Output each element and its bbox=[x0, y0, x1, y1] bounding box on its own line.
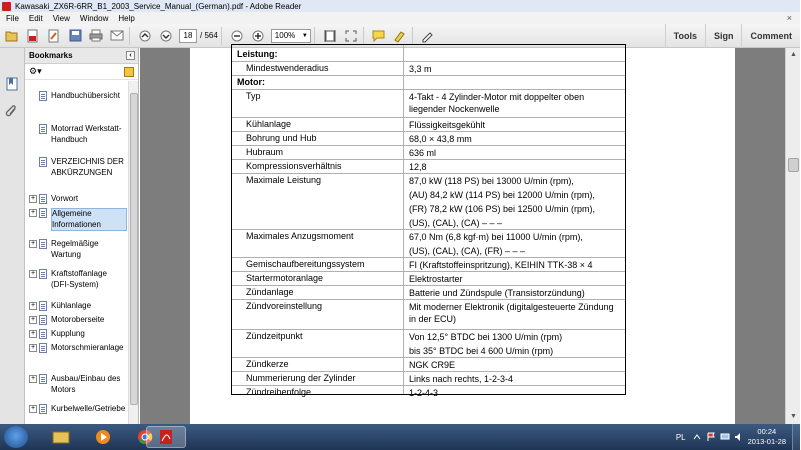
document-scrollbar[interactable] bbox=[785, 48, 800, 424]
close-document-icon[interactable]: × bbox=[786, 13, 792, 23]
collapse-panel-icon[interactable]: ‹ bbox=[126, 51, 135, 60]
bookmark-label: Motorschmieranlage bbox=[51, 343, 124, 352]
bookmark-page-icon bbox=[39, 374, 47, 384]
table-rule bbox=[232, 159, 625, 160]
document-view[interactable] bbox=[140, 48, 785, 424]
bookmark-label: VERZEICHNIS DER ABKÜRZUNGEN bbox=[51, 157, 124, 177]
bookmark-page-icon bbox=[39, 343, 47, 353]
spec-value: Mit moderner Elektronik (digitalgesteuerte Zündung in der ECU) bbox=[409, 302, 614, 324]
open-icon[interactable] bbox=[3, 27, 21, 45]
bookmark-label: Motoroberseite bbox=[51, 315, 105, 324]
table-rule bbox=[232, 145, 625, 146]
scrollbar-thumb[interactable] bbox=[788, 158, 799, 172]
bookmark-label: Allgemeine Informationen bbox=[51, 208, 127, 231]
network-icon[interactable] bbox=[720, 432, 730, 442]
indent-spacer bbox=[29, 91, 37, 102]
bookmark-item[interactable] bbox=[25, 157, 129, 178]
show-desktop-button[interactable] bbox=[792, 424, 800, 450]
menu-window[interactable]: Window bbox=[79, 13, 109, 23]
spec-name: Kompressionsverhältnis bbox=[246, 161, 342, 171]
toolbar-separator bbox=[412, 27, 413, 45]
spec-value: 4-Takt - 4 Zylinder-Motor mit doppelter oben liegender Nockenwelle bbox=[409, 92, 585, 114]
clock[interactable] bbox=[748, 427, 786, 447]
spec-value: 68,0 × 43,8 mm bbox=[409, 134, 472, 144]
volume-icon[interactable] bbox=[734, 432, 744, 442]
sign-pen-icon[interactable] bbox=[419, 27, 437, 45]
expand-plus-icon[interactable]: + bbox=[30, 405, 36, 412]
menu-view[interactable]: View bbox=[52, 13, 70, 23]
bookmark-item[interactable] bbox=[25, 194, 129, 205]
bookmarks-scrollbar[interactable] bbox=[128, 81, 138, 424]
spec-value: (AU) 84,2 kW (114 PS) bei 12000 U/min (rpm), bbox=[409, 190, 595, 200]
spec-value: (US), (CAL), (CA), (FR) – – – bbox=[409, 246, 526, 256]
previous-page-icon[interactable] bbox=[136, 27, 154, 45]
spec-value: 636 ml bbox=[409, 148, 437, 158]
spec-value: Elektrostarter bbox=[409, 274, 463, 284]
bookmark-item[interactable] bbox=[25, 329, 129, 340]
scrollbar-thumb[interactable] bbox=[130, 93, 138, 405]
bookmark-page-icon bbox=[39, 194, 47, 204]
spec-value: Flüssigkeitsgekühlt bbox=[409, 120, 486, 130]
table-rule bbox=[232, 371, 625, 372]
table-rule bbox=[232, 329, 625, 330]
spec-value: 87,0 kW (118 PS) bei 13000 U/min (rpm), bbox=[409, 176, 574, 186]
attachments-panel-icon[interactable] bbox=[4, 104, 20, 120]
table-rule bbox=[232, 229, 625, 230]
spec-name: Startermotoranlage bbox=[246, 273, 324, 283]
table-rule bbox=[232, 117, 625, 118]
clock-time: 00:24 bbox=[757, 427, 777, 436]
create-pdf-icon[interactable] bbox=[24, 27, 42, 45]
bookmark-label: Kühlanlage bbox=[51, 301, 92, 310]
bookmark-item[interactable] bbox=[25, 239, 129, 260]
next-page-icon[interactable] bbox=[157, 27, 175, 45]
zoom-in-icon[interactable] bbox=[249, 27, 267, 45]
table-rule bbox=[232, 75, 625, 76]
bookmark-label: Handbuchübersicht bbox=[51, 91, 120, 100]
zoom-value: 100% bbox=[274, 31, 296, 40]
spec-name: Maximale Leistung bbox=[246, 175, 322, 185]
menu-file[interactable]: File bbox=[6, 13, 19, 23]
expand-plus-icon[interactable]: + bbox=[30, 316, 36, 323]
table-rule bbox=[232, 285, 625, 286]
indent-spacer bbox=[29, 157, 37, 178]
bookmark-page-icon bbox=[39, 404, 47, 414]
bookmark-label: Motorrad Werkstatt-Handbuch bbox=[51, 124, 122, 144]
expand-plus-icon[interactable]: + bbox=[30, 330, 36, 337]
taskbar bbox=[0, 424, 800, 450]
spec-name: Mindestwenderadius bbox=[246, 63, 329, 73]
spec-name: Gemischaufbereitungssystem bbox=[246, 259, 365, 269]
spec-value: NGK CR9E bbox=[409, 360, 456, 370]
print-icon[interactable] bbox=[87, 27, 105, 45]
menu-help[interactable]: Help bbox=[118, 13, 135, 23]
table-rule bbox=[232, 271, 625, 272]
toolbar-separator bbox=[221, 27, 222, 45]
spec-name: Zündkerze bbox=[246, 359, 289, 369]
bookmark-page-icon bbox=[39, 157, 47, 167]
bookmark-page-icon bbox=[39, 124, 47, 134]
full-screen-icon[interactable] bbox=[342, 27, 360, 45]
table-column-divider bbox=[403, 45, 404, 394]
bookmark-page-icon bbox=[39, 239, 47, 249]
tools-button[interactable]: Tools bbox=[665, 24, 705, 48]
scroll-up-icon[interactable]: ▲ bbox=[790, 51, 797, 58]
spec-value: Batterie und Zündspule (Transistorzündung) bbox=[409, 288, 585, 298]
expand-plus-icon[interactable]: + bbox=[30, 375, 36, 382]
bookmark-item[interactable] bbox=[25, 301, 129, 312]
table-rule bbox=[232, 299, 625, 300]
expand-plus-icon[interactable]: + bbox=[30, 302, 36, 309]
menu-bar bbox=[0, 12, 800, 24]
spec-name: Bohrung und Hub bbox=[246, 133, 317, 143]
bookmark-item[interactable] bbox=[25, 208, 129, 231]
spec-name: Nummerierung der Zylinder bbox=[246, 373, 356, 383]
spec-name: Zündanlage bbox=[246, 287, 294, 297]
spec-value: bis 35° BTDC bei 4 600 U/min (rpm) bbox=[409, 346, 554, 356]
language-indicator[interactable]: PL bbox=[675, 432, 686, 442]
options-gear-icon[interactable]: ⚙▾ bbox=[29, 66, 42, 76]
bookmarks-panel-icon[interactable] bbox=[4, 76, 20, 92]
adobe-reader-icon bbox=[2, 2, 11, 11]
expand-plus-icon[interactable]: + bbox=[30, 240, 36, 247]
media-player-taskbar-icon[interactable] bbox=[84, 426, 122, 448]
spec-name: Typ bbox=[246, 91, 261, 101]
section-label: Motor: bbox=[237, 77, 265, 87]
window-title: Kawasaki_ZX6R-6RR_B1_2003_Service_Manual_(German).pdf - Adobe Reader bbox=[15, 1, 302, 11]
bookmarks-title: Bookmarks bbox=[29, 51, 73, 60]
menu-edit[interactable]: Edit bbox=[28, 13, 43, 23]
page-total: / 564 bbox=[200, 31, 218, 40]
sticky-note-icon[interactable] bbox=[370, 27, 388, 45]
expand-plus-icon[interactable]: + bbox=[30, 209, 36, 216]
bookmark-page-icon bbox=[39, 301, 47, 311]
bookmark-list bbox=[25, 81, 129, 424]
zoom-out-icon[interactable] bbox=[228, 27, 246, 45]
spec-value: 12,8 bbox=[409, 162, 427, 172]
spec-value: (FR) 78,2 kW (106 PS) bei 12500 U/min (rpm), bbox=[409, 204, 596, 214]
bookmark-item[interactable] bbox=[25, 315, 129, 326]
bookmarks-panel bbox=[25, 48, 139, 424]
adobe-reader-taskbar-icon[interactable] bbox=[146, 426, 186, 448]
table-rule bbox=[232, 357, 625, 358]
clock-date: 2013-01-28 bbox=[747, 437, 786, 446]
spec-name: Zündzeitpunkt bbox=[246, 331, 303, 341]
table-rule bbox=[232, 257, 625, 258]
bookmark-label: Ausbau/Einbau des Motors bbox=[51, 374, 121, 394]
highlight-icon[interactable] bbox=[391, 27, 409, 45]
bookmark-label: Regelmäßige Wartung bbox=[51, 239, 99, 259]
start-button[interactable] bbox=[4, 426, 28, 448]
bookmark-page-icon bbox=[39, 208, 47, 218]
bookmark-page-icon bbox=[39, 315, 47, 325]
spec-value: 3,3 m bbox=[409, 64, 432, 74]
spec-table bbox=[231, 44, 626, 398]
toolbar-separator bbox=[363, 27, 364, 45]
bookmark-page-icon bbox=[39, 329, 47, 339]
indent-spacer bbox=[29, 124, 37, 145]
bookmark-item[interactable] bbox=[25, 124, 129, 145]
bookmark-page-icon bbox=[39, 91, 47, 101]
table-rule bbox=[232, 89, 625, 90]
table-rule bbox=[232, 173, 625, 174]
bookmark-label: Kurbelwelle/Getriebe bbox=[51, 404, 126, 413]
spec-value: Von 12,5° BTDC bei 1300 U/min (rpm) bbox=[409, 332, 563, 342]
bookmark-label: Vorwort bbox=[51, 194, 79, 203]
task-panes bbox=[665, 24, 800, 48]
comment-button[interactable]: Comment bbox=[741, 24, 800, 48]
save-icon[interactable] bbox=[66, 27, 84, 45]
sign-button[interactable]: Sign bbox=[705, 24, 742, 48]
table-rule bbox=[232, 131, 625, 132]
pdf-page bbox=[190, 48, 735, 424]
system-tray bbox=[676, 424, 800, 450]
spec-value: Links nach rechts, 1-2-3-4 bbox=[409, 374, 514, 384]
email-icon[interactable] bbox=[108, 27, 126, 45]
bookmark-item[interactable] bbox=[25, 374, 129, 395]
fit-page-icon[interactable] bbox=[321, 27, 339, 45]
bookmarks-header bbox=[25, 48, 138, 64]
bookmark-item[interactable] bbox=[25, 343, 129, 354]
chevron-down-icon: ▼ bbox=[301, 32, 308, 39]
zoom-select[interactable] bbox=[271, 29, 311, 43]
bookmark-item[interactable] bbox=[25, 404, 129, 415]
spec-name: Hubraum bbox=[246, 147, 284, 157]
bookmark-item[interactable] bbox=[25, 91, 129, 102]
new-bookmark-icon[interactable] bbox=[124, 67, 134, 77]
bookmark-page-icon bbox=[39, 269, 47, 279]
spec-name: Zündvoreinstellung bbox=[246, 301, 323, 311]
spec-value: (US), (CAL), (CA) – – – bbox=[409, 218, 503, 228]
expand-plus-icon[interactable]: + bbox=[30, 195, 36, 202]
expand-plus-icon[interactable]: + bbox=[30, 344, 36, 351]
bookmark-label: Kupplung bbox=[51, 329, 85, 338]
table-rule bbox=[232, 385, 625, 386]
title-bar bbox=[0, 0, 800, 12]
toolbar-separator bbox=[129, 27, 130, 45]
action-center-flag-icon[interactable] bbox=[706, 432, 716, 442]
page-number-input[interactable]: 18 bbox=[179, 29, 197, 43]
spec-name: Maximales Anzugsmoment bbox=[246, 231, 354, 241]
edit-pdf-icon[interactable] bbox=[45, 27, 63, 45]
scroll-down-icon[interactable]: ▼ bbox=[790, 413, 797, 420]
spec-name: Zündreihenfolge bbox=[246, 387, 312, 397]
table-rule bbox=[232, 61, 625, 62]
bookmarks-toolbar bbox=[25, 64, 138, 80]
spec-value: 67,0 Nm (6,8 kgf·m) bei 11000 U/min (rpm), bbox=[409, 232, 583, 242]
section-label: Leistung: bbox=[237, 49, 278, 59]
expand-plus-icon[interactable]: + bbox=[30, 270, 36, 277]
explorer-taskbar-icon[interactable] bbox=[42, 426, 80, 448]
navigation-pane-rail bbox=[0, 48, 25, 424]
bookmark-label: Kraftstoffanlage (DFI-System) bbox=[51, 269, 107, 289]
spec-value: 1-2-4-3 bbox=[409, 388, 439, 398]
bookmark-item[interactable] bbox=[25, 269, 129, 290]
toolbar-separator bbox=[314, 27, 315, 45]
tray-arrow-icon[interactable] bbox=[692, 432, 702, 442]
spec-name: Kühlanlage bbox=[246, 119, 292, 129]
spec-value: FI (Kraftstoffeinspritzung), KEIHIN TTK-38 × 4 bbox=[409, 260, 593, 270]
